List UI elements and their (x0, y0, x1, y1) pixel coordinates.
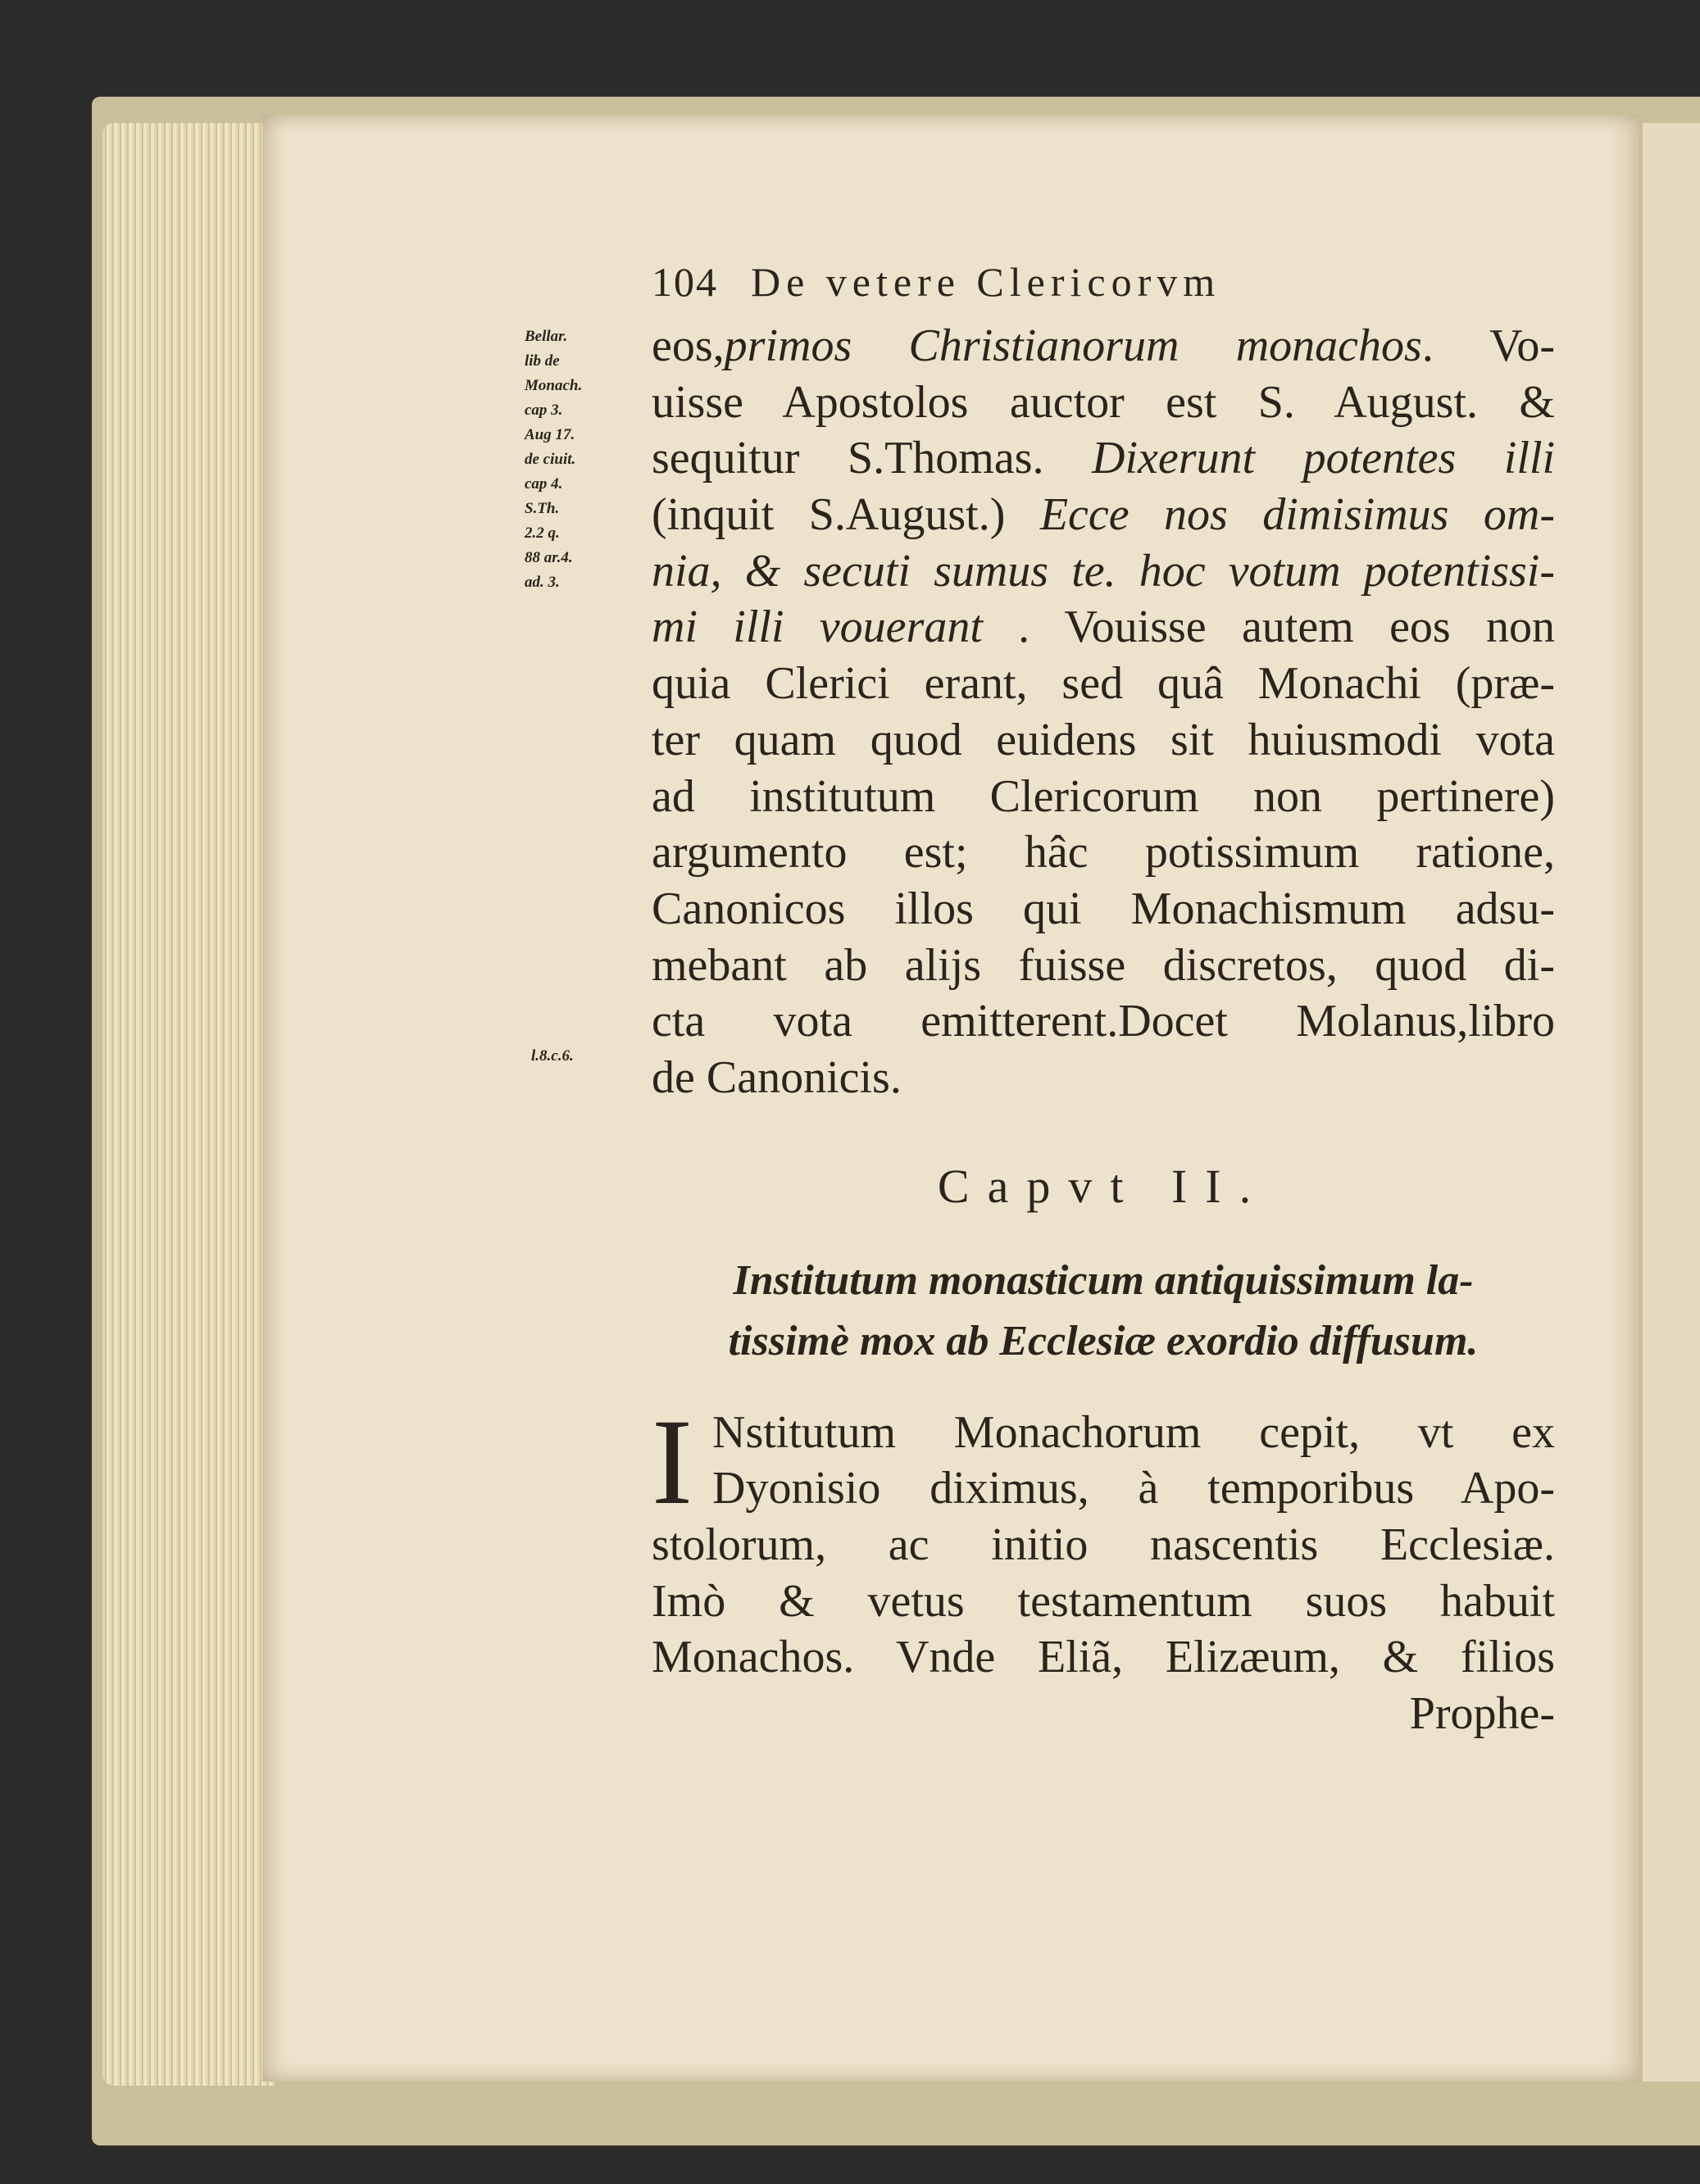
marginal-note: Bellar. (525, 328, 568, 345)
running-title: De vetere Clericorvm (751, 259, 1221, 305)
marginal-note-molanus: l.8.c.6. (531, 1047, 574, 1065)
marginal-note: cap 4. (525, 475, 563, 493)
chapter-summary (652, 1251, 1555, 1372)
text-line: nia, & secuti sumus te. hoc votum potentissi- (652, 545, 1555, 597)
text-line: stolorum, ac initio nascentis Ecclesiæ. (652, 1519, 1555, 1570)
marginal-note: de ciuit. (525, 451, 576, 468)
next-page-edge (1639, 123, 1700, 2082)
text-line: (inquit S.August.) Ecce nos dimisimus om- (652, 489, 1555, 541)
text-line: Imò & vetus testamentum suos habuit (652, 1575, 1555, 1627)
drop-cap: I (652, 1393, 693, 1530)
summary-line: Institutum monasticum antiquissimum la- (733, 1256, 1474, 1304)
marginal-note: Aug 17. (525, 426, 575, 443)
text-line: Monachos. Vnde Eliã, Elizæum, & filios (652, 1632, 1555, 1683)
text-line: ter quam quod euidens sit huiusmodi vota (652, 714, 1555, 765)
text-line: ad institutum Clericorum non pertinere) (652, 770, 1555, 822)
text-line: uisse Apostolos auctor est S. August. & (652, 376, 1555, 428)
text-line: de Canonicis. (652, 1051, 902, 1103)
paragraph-1 (652, 318, 1555, 1106)
summary-line: tissimè mox ab Ecclesiæ exordio diffusum. (728, 1317, 1479, 1364)
marginal-note: S.Th. (525, 500, 560, 517)
text-line: argumento est; hâc potissimum ratione, (652, 827, 1555, 879)
text-line: Nstitutum Monachorum cepit, vt ex (712, 1406, 1555, 1458)
text-line: sequitur S.Thomas. Dixerunt potentes illi (652, 433, 1555, 484)
marginal-note: cap 3. (525, 402, 563, 419)
chapter-heading: Capvt II. (937, 1159, 1270, 1213)
text-line: mi illi vouerant . Vouisse autem eos non (652, 602, 1556, 653)
text-line: mebant ab alijs fuisse discretos, quod di- (652, 939, 1555, 991)
marginal-note: Monach. (525, 377, 583, 394)
marginal-note: 88 ar.4. (525, 549, 573, 566)
page-edges (102, 123, 275, 2086)
text-line: Dyonisio diximus, à temporibus Apo- (712, 1463, 1555, 1514)
text-block (652, 246, 1555, 1742)
marginal-notes (525, 325, 639, 595)
marginal-note: lib de (525, 352, 560, 370)
text-line: quia Clerici erant, sed quâ Monachi (præ- (652, 658, 1555, 710)
catchword: Prophe- (1409, 1688, 1555, 1740)
marginal-note: ad. 3. (525, 574, 560, 591)
text-line: cta vota emitterent.Docet Molanus,libro (652, 996, 1555, 1047)
chapter-body (652, 1393, 1555, 1742)
running-head (652, 246, 1555, 318)
text-line: eos,primos Christianorum monachos. Vo- (652, 320, 1556, 371)
marginal-note: 2.2 q. (525, 524, 560, 542)
text-line: Canonicos illos qui Monachismum adsu- (652, 883, 1555, 934)
page-number: 104 (652, 259, 718, 305)
